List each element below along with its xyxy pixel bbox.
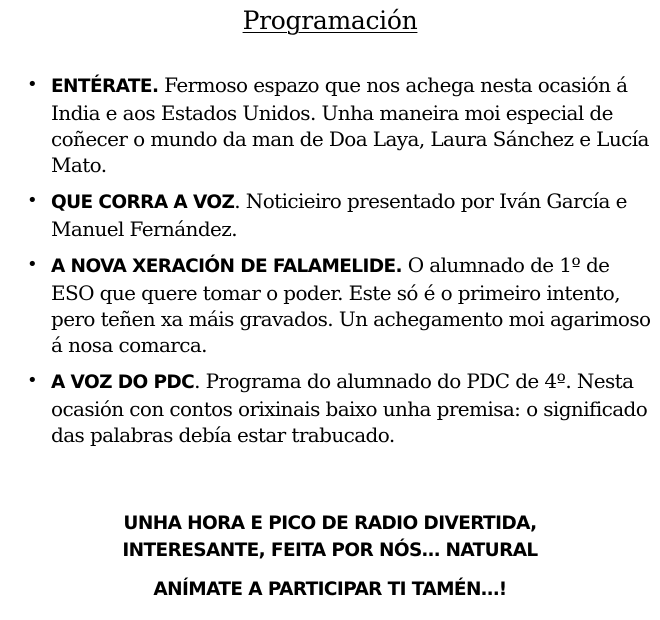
program-item-text: O alumnado de 1º de ESO que quere tomar o poder. Este só é o primeiro intento, pero teñen xa máis gravados. Un achegamento moi agarimoso á nosa comarca. — [51, 253, 651, 357]
footer-call-to-action: ANÍMATE A PARTICIPAR TI TAMÉN…! — [153, 579, 507, 600]
footer-line-1: UNHA HORA E PICO DE RADIO DIVERTIDA, — [123, 513, 537, 534]
program-item-enterate — [0, 72, 660, 178]
footer-line-2: INTERESANTE, FEITA POR NÓS… NATURAL — [122, 540, 538, 561]
program-item-lead: A VOZ DO PDC — [51, 372, 195, 393]
program-item-text: . Programa do alumnado do PDC de 4º. Nesta ocasión con contos orixinais baixo unha premisa: o significado das palabras debía estar trabucado. — [51, 369, 648, 447]
bullet-icon: • — [27, 74, 38, 95]
program-item-text: . Noticieiro presentado por Iván García e Manuel Fernández. — [51, 189, 627, 241]
program-item-nova-xeracion — [0, 252, 660, 358]
footer-slogan — [0, 510, 660, 564]
bullet-icon: • — [27, 370, 38, 391]
page-title: Programación — [242, 6, 418, 35]
program-item-a-voz-do-pdc — [0, 368, 660, 448]
program-item-lead: A NOVA XERACIÓN DE FALAMELIDE. — [51, 256, 402, 277]
bullet-icon: • — [27, 254, 38, 275]
program-list — [0, 72, 660, 458]
program-item-que-corra-a-voz — [0, 188, 660, 242]
program-item-lead: ENTÉRATE. — [51, 76, 159, 97]
program-item-lead: QUE CORRA A VOZ — [51, 192, 235, 213]
bullet-icon: • — [27, 190, 38, 211]
program-item-text: Fermoso espazo que nos achega nesta ocasión á India e aos Estados Unidos. Unha maneira moi especial de coñecer o mundo da man de Doa Laya, Laura Sánchez e Lucía Mato. — [51, 73, 649, 177]
